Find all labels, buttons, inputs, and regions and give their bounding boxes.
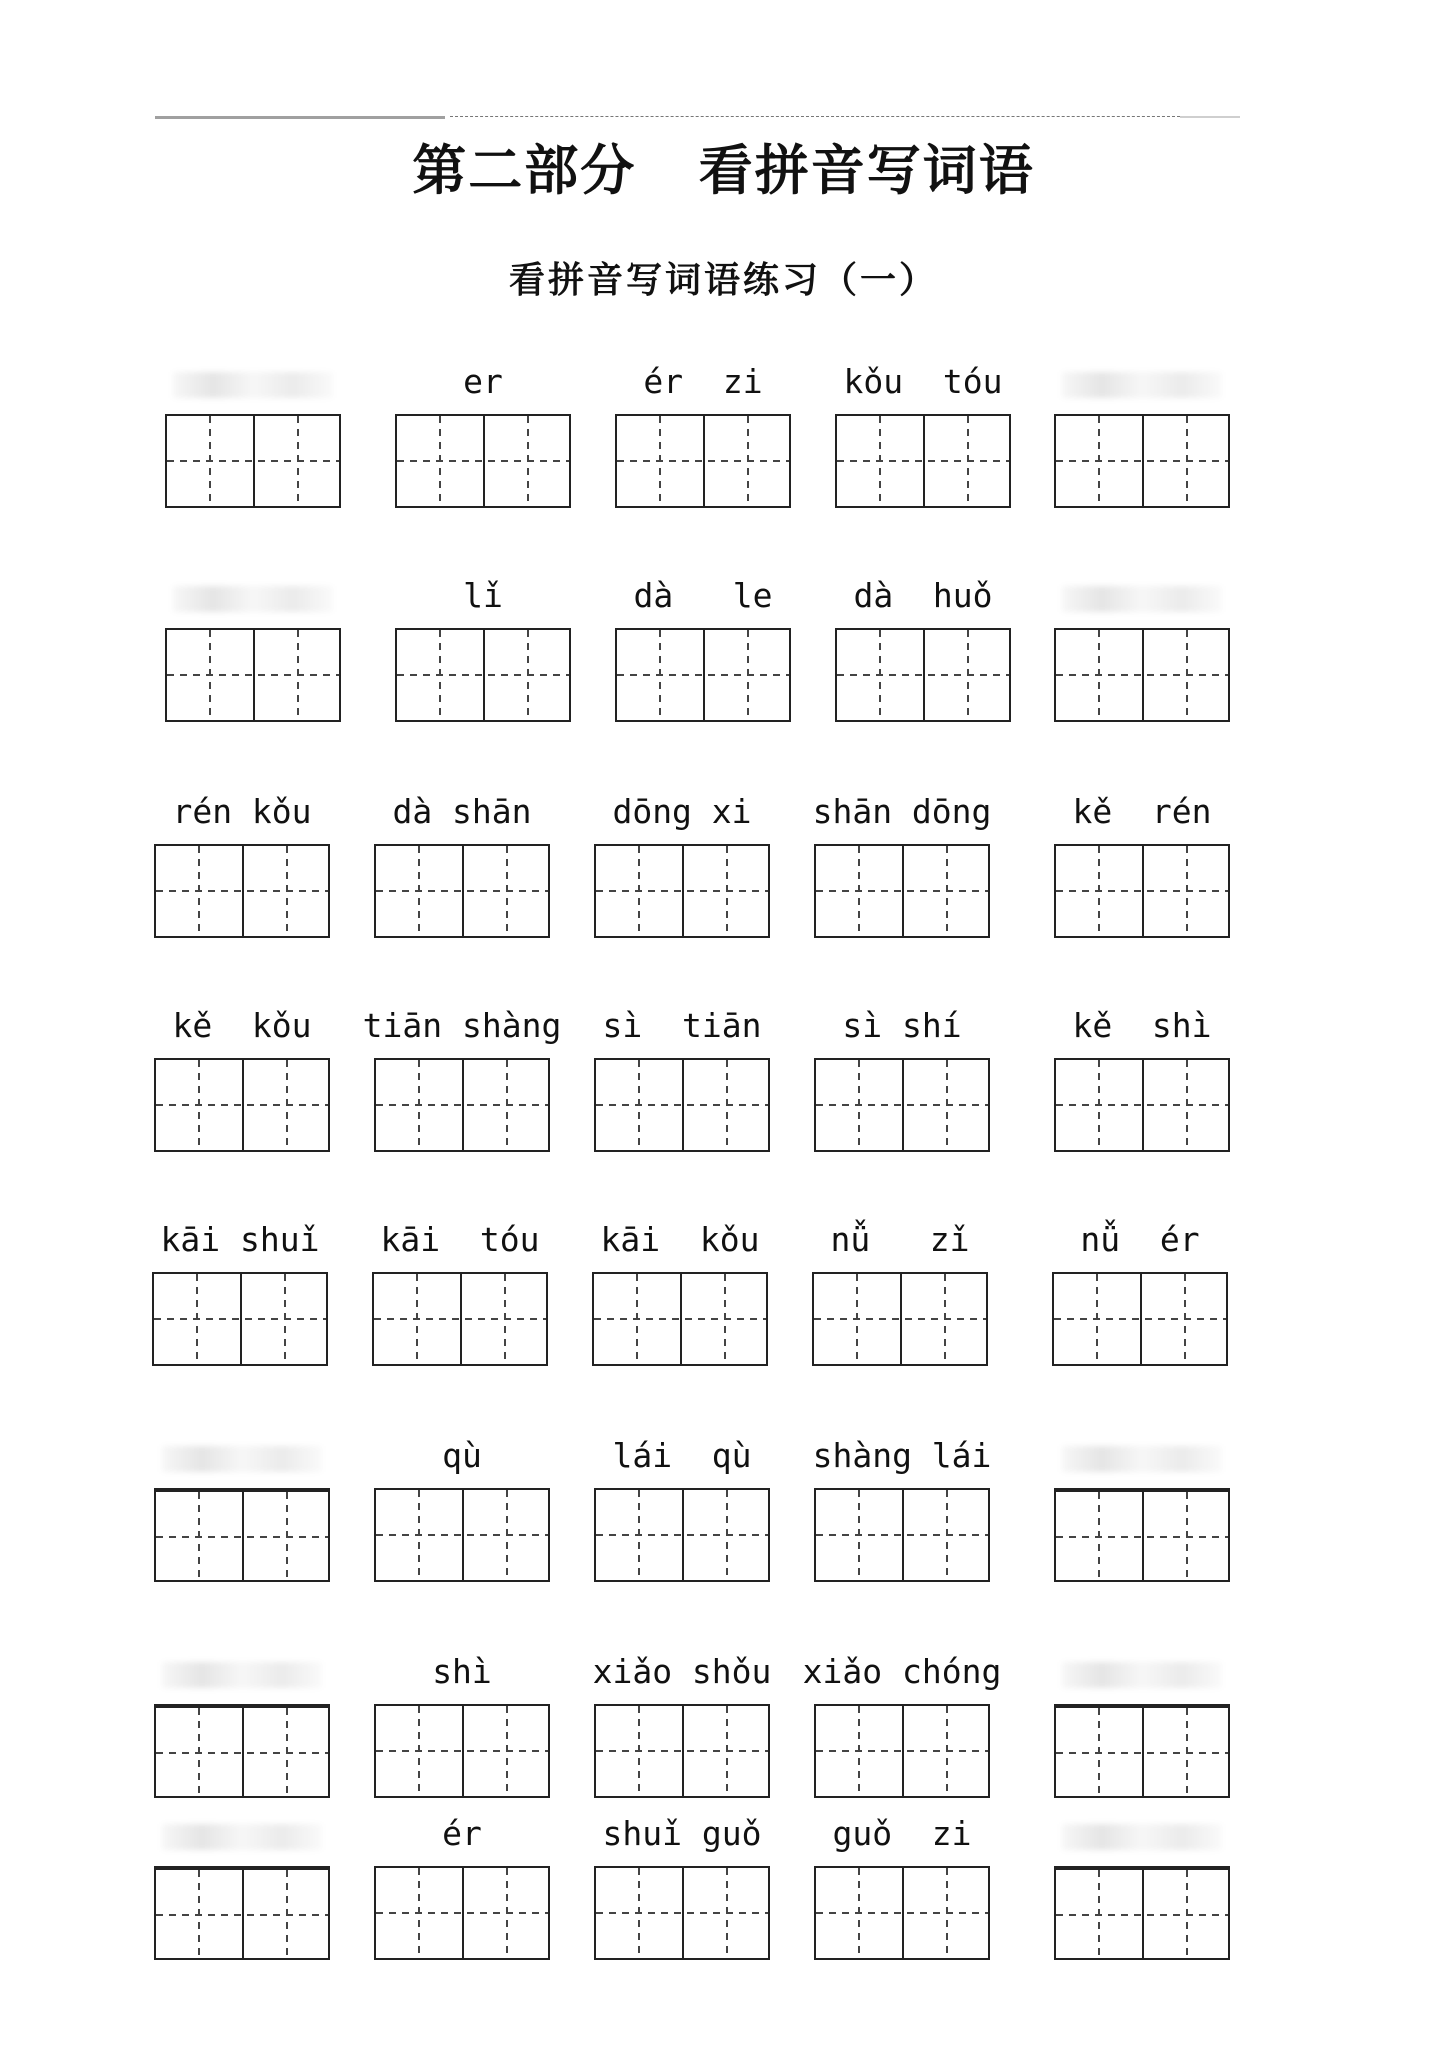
tianzige-writing-box[interactable] [154, 1058, 330, 1152]
tianzige-writing-box[interactable] [812, 1272, 988, 1366]
pinyin-label: lái qù [612, 1436, 752, 1475]
pinyin-label: dōng xi [612, 792, 752, 831]
tianzige-writing-box[interactable] [814, 1488, 990, 1582]
pinyin-label: sì tiān [602, 1006, 762, 1045]
pinyin-label: tiān shàng [362, 1006, 562, 1045]
pinyin-label: xiǎo shǒu [592, 1652, 772, 1691]
pinyin-label: ér [442, 1814, 482, 1853]
tianzige-writing-box[interactable] [592, 1272, 768, 1366]
tianzige-writing-box[interactable] [1054, 844, 1230, 938]
tianzige-writing-box[interactable] [594, 1488, 770, 1582]
pinyin-label: kāi kǒu [600, 1220, 760, 1259]
tianzige-writing-box[interactable] [154, 844, 330, 938]
pinyin-label: rén kǒu [172, 792, 312, 831]
tianzige-writing-box[interactable] [154, 1866, 330, 1960]
tianzige-writing-box[interactable] [835, 414, 1011, 508]
page-title: 第二部分 看拼音写词语 [412, 139, 1035, 202]
pinyin-label: kāi shuǐ [160, 1220, 320, 1259]
tianzige-writing-box[interactable] [615, 414, 791, 508]
tianzige-writing-box[interactable] [814, 1704, 990, 1798]
pinyin-label: qù [442, 1436, 482, 1475]
tianzige-writing-box[interactable] [374, 1866, 550, 1960]
tianzige-writing-box[interactable] [1052, 1272, 1228, 1366]
tianzige-writing-box[interactable] [152, 1272, 328, 1366]
tianzige-writing-box[interactable] [1054, 414, 1230, 508]
pinyin-label: lǐ [463, 576, 503, 615]
tianzige-writing-box[interactable] [165, 414, 341, 508]
tianzige-writing-box[interactable] [1054, 628, 1230, 722]
pinyin-label: shān dōng [812, 792, 992, 831]
tianzige-writing-box[interactable] [1054, 1866, 1230, 1960]
tianzige-writing-box[interactable] [165, 628, 341, 722]
tianzige-writing-box[interactable] [372, 1272, 548, 1366]
pinyin-label [1024, 1812, 1260, 1856]
pinyin-label [1024, 1650, 1260, 1694]
tianzige-writing-box[interactable] [835, 628, 1011, 722]
tianzige-writing-box[interactable] [814, 1866, 990, 1960]
pinyin-label: kǒu tóu [843, 362, 1003, 401]
pinyin-label: er [463, 362, 503, 401]
tianzige-writing-box[interactable] [374, 1488, 550, 1582]
tianzige-writing-box[interactable] [594, 1058, 770, 1152]
tianzige-writing-box[interactable] [594, 844, 770, 938]
pinyin-label: dà shān [392, 792, 532, 831]
pinyin-label: ér zi [643, 362, 763, 401]
pinyin-label [124, 1434, 360, 1478]
tianzige-writing-box[interactable] [594, 1866, 770, 1960]
pinyin-label [1024, 1434, 1260, 1478]
pinyin-label: kě kǒu [172, 1006, 312, 1045]
pinyin-label: guǒ zi [832, 1814, 972, 1853]
header-rule-right [1180, 116, 1240, 118]
tianzige-writing-box[interactable] [615, 628, 791, 722]
tianzige-writing-box[interactable] [395, 414, 571, 508]
header-rule-left [155, 116, 445, 119]
tianzige-writing-box[interactable] [1054, 1704, 1230, 1798]
tianzige-writing-box[interactable] [1054, 1058, 1230, 1152]
tianzige-writing-box[interactable] [374, 1058, 550, 1152]
tianzige-writing-box[interactable] [1054, 1488, 1230, 1582]
pinyin-label: dà le [633, 576, 773, 615]
tianzige-writing-box[interactable] [814, 1058, 990, 1152]
exercise-subtitle: 看拼音写词语练习（一） [508, 260, 938, 301]
tianzige-writing-box[interactable] [154, 1704, 330, 1798]
pinyin-label [135, 360, 371, 404]
pinyin-label: shàng lái [812, 1436, 992, 1475]
pinyin-label: kāi tóu [380, 1220, 540, 1259]
tianzige-writing-box[interactable] [374, 1704, 550, 1798]
pinyin-label [135, 574, 371, 618]
pinyin-label: shì [432, 1652, 492, 1691]
header-rule-center [450, 116, 1180, 117]
pinyin-label: shuǐ guǒ [602, 1814, 762, 1853]
pinyin-label: sì shí [842, 1006, 962, 1045]
pinyin-label [124, 1812, 360, 1856]
tianzige-writing-box[interactable] [395, 628, 571, 722]
tianzige-writing-box[interactable] [374, 844, 550, 938]
tianzige-writing-box[interactable] [814, 844, 990, 938]
pinyin-label: kě rén [1072, 792, 1212, 831]
pinyin-label: nǚ zǐ [830, 1220, 970, 1259]
tianzige-writing-box[interactable] [594, 1704, 770, 1798]
pinyin-label: xiǎo chóng [802, 1652, 1002, 1691]
pinyin-label: nǚ ér [1080, 1220, 1200, 1259]
pinyin-label: kě shì [1072, 1006, 1212, 1045]
tianzige-writing-box[interactable] [154, 1488, 330, 1582]
pinyin-label [1024, 360, 1260, 404]
pinyin-label [124, 1650, 360, 1694]
pinyin-label [1024, 574, 1260, 618]
pinyin-label: dà huǒ [853, 576, 993, 615]
